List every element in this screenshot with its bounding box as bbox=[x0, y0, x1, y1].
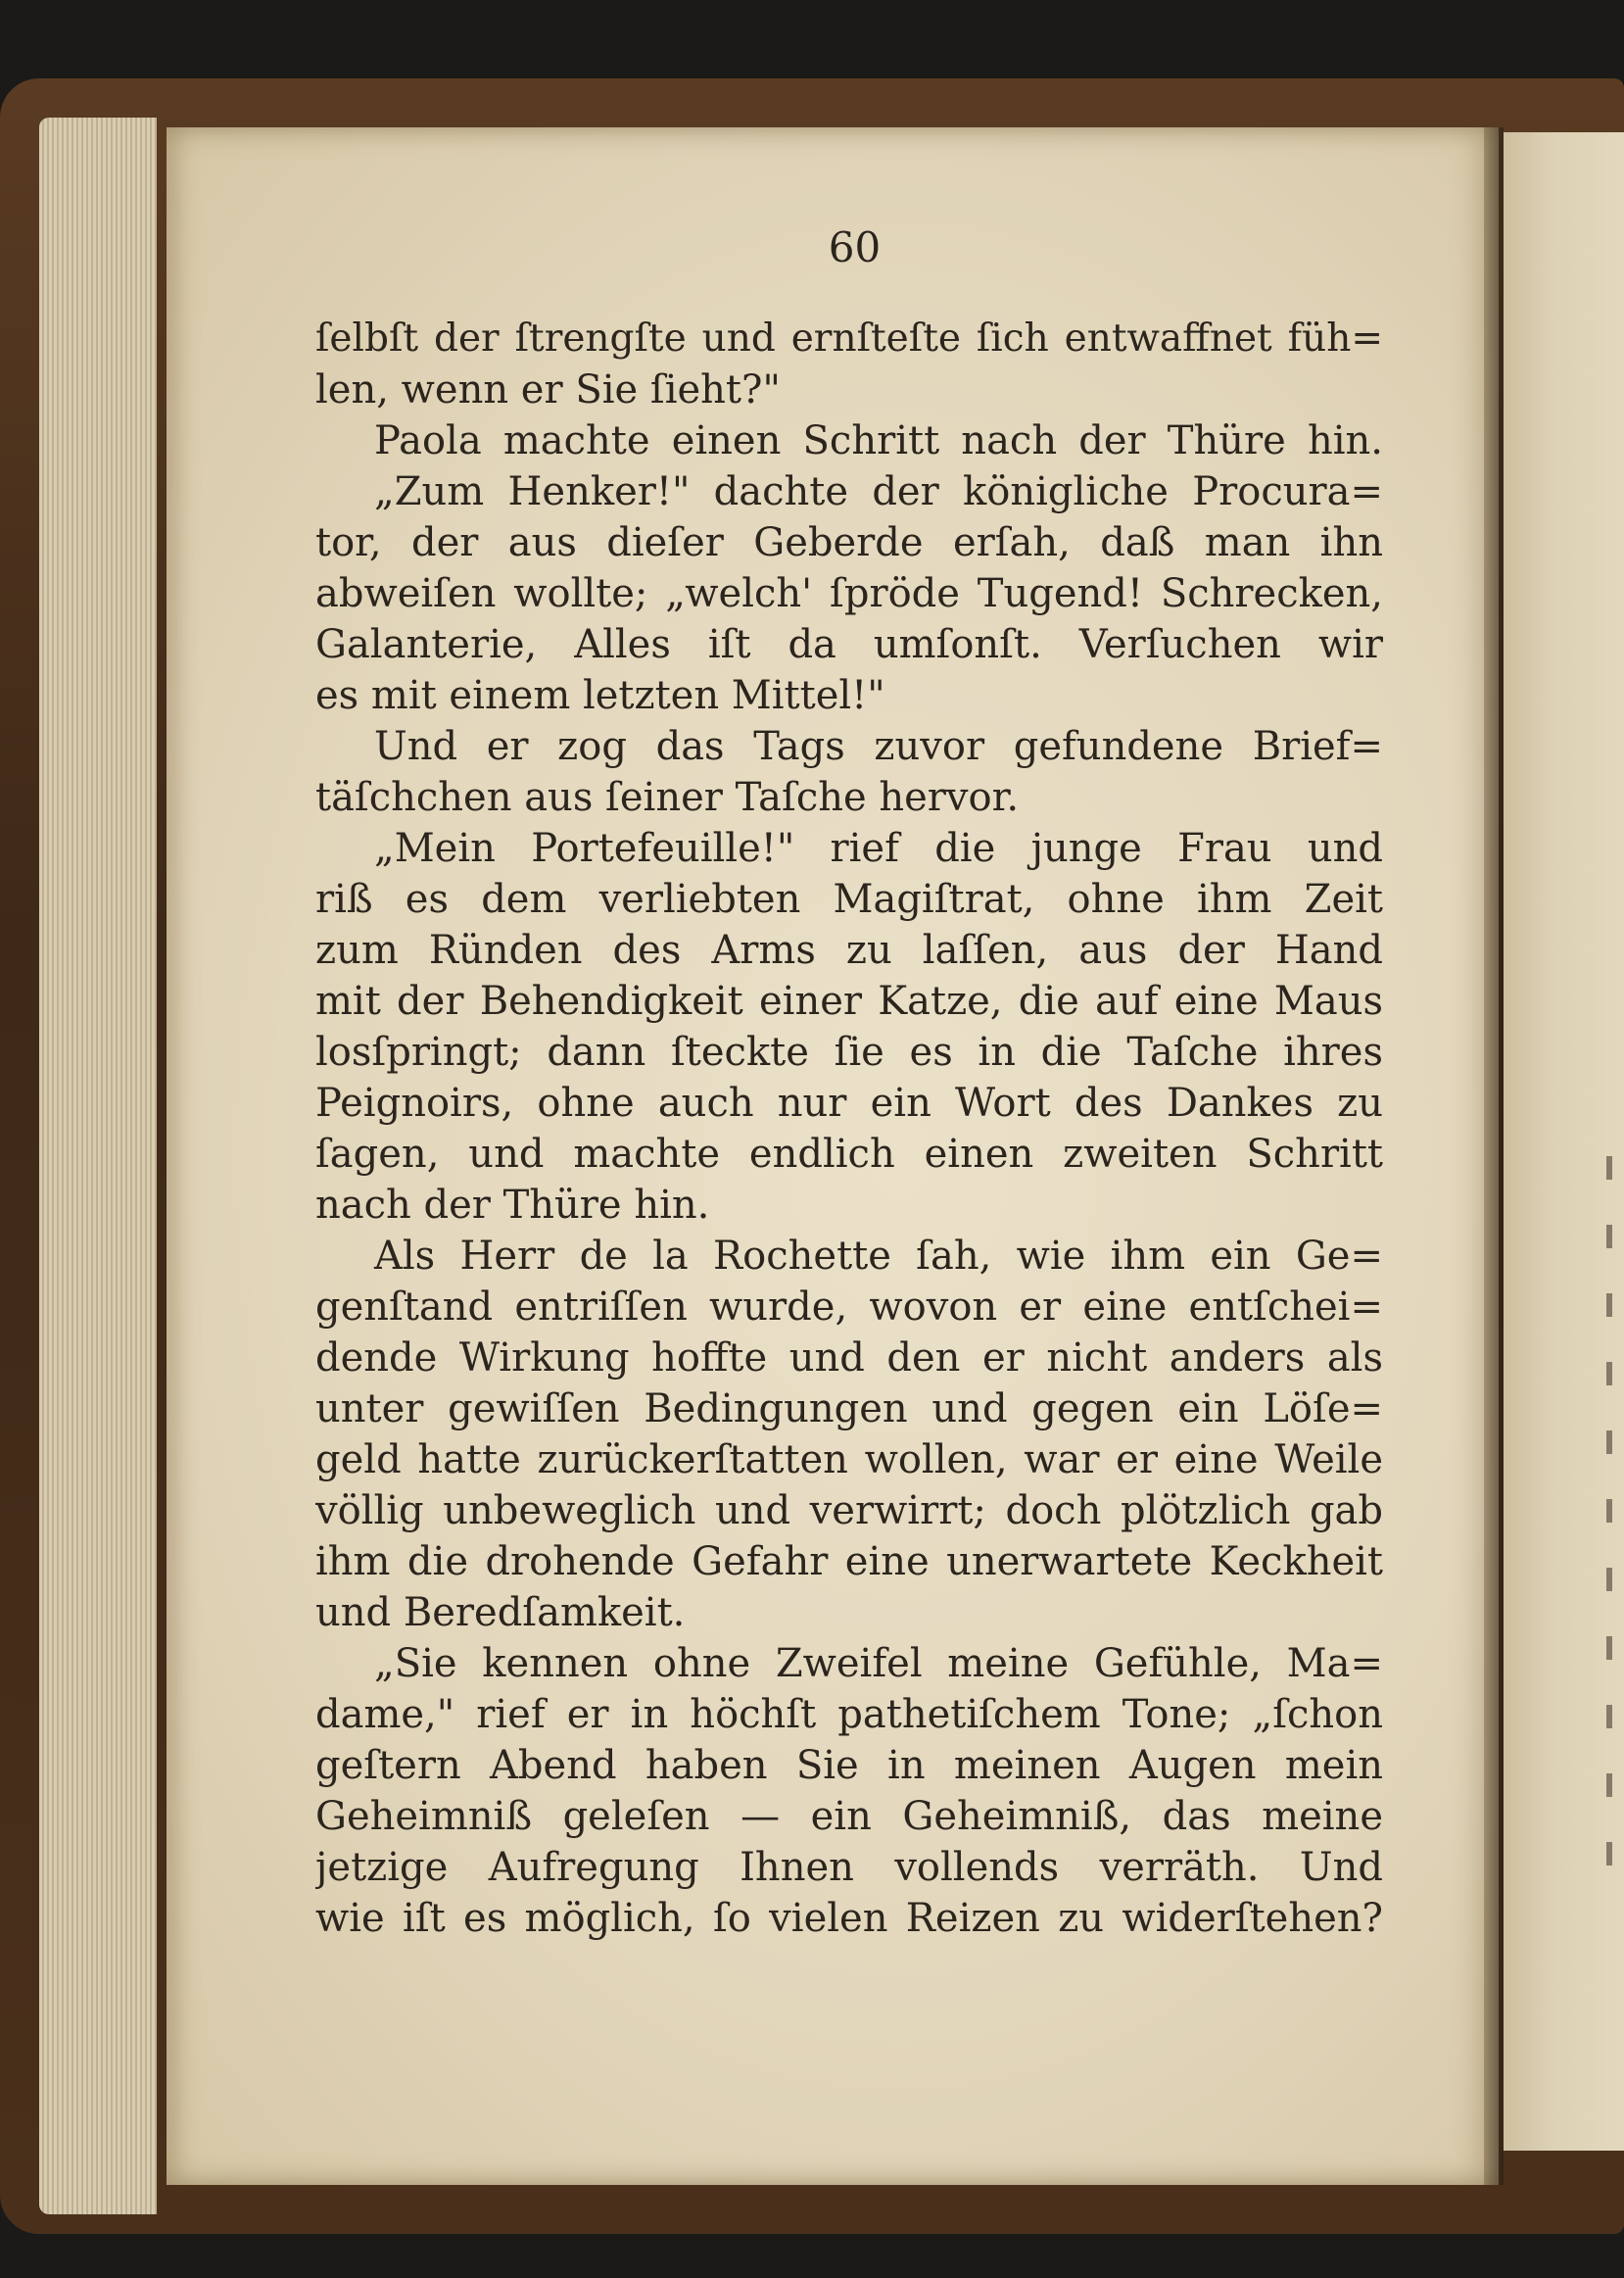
text-line: jetzige Aufregung Ihnen vollends verräth. Und bbox=[315, 1845, 1383, 1890]
text-line: Paola machte einen Schritt nach der Thüre hin. bbox=[374, 418, 1383, 463]
text-line: riß es dem verliebten Magiſtrat, ohne ihm Zeit bbox=[315, 877, 1383, 922]
page-edges-left bbox=[39, 118, 157, 2214]
text-line: geſtern Abend haben Sie in meinen Augen mein bbox=[315, 1743, 1383, 1788]
text-line: genſtand entriſſen wurde, wovon er eine entſchei= bbox=[315, 1284, 1383, 1330]
text-line: ſelbſt der ſtrengſte und ernſteſte ſich entwaffnet füh= bbox=[315, 316, 1383, 361]
text-line: ſagen, und machte endlich einen zweiten Schritt bbox=[315, 1132, 1383, 1177]
text-line: wie iſt es möglich, ſo vielen Reizen zu widerſtehen? bbox=[315, 1896, 1383, 1941]
text-line: ihm die drohende Gefahr eine unerwartete Keckheit bbox=[315, 1539, 1383, 1584]
text-line: „Mein Portefeuille!" rief die junge Frau und bbox=[374, 826, 1383, 871]
text-line: geld hatte zurückerſtatten wollen, war er eine Weile bbox=[315, 1437, 1383, 1482]
text-line: len, wenn er Sie ſieht?" bbox=[315, 367, 781, 412]
book-gutter bbox=[1484, 127, 1504, 2185]
text-line: unter gewiſſen Bedingungen und gegen ein Löſe= bbox=[315, 1386, 1383, 1431]
text-line: losſpringt; dann ſteckte ſie es in die Taſche ihres bbox=[315, 1030, 1383, 1075]
text-line: „Zum Henker!" dachte der königliche Procura= bbox=[374, 469, 1383, 514]
facing-page-text-fragments bbox=[1606, 1156, 1612, 1901]
text-line: und Beredſamkeit. bbox=[315, 1590, 686, 1635]
text-line: „Sie kennen ohne Zweifel meine Gefühle, Ma= bbox=[374, 1641, 1383, 1686]
text-line: Peignoirs, ohne auch nur ein Wort des Dankes zu bbox=[315, 1081, 1383, 1126]
page-text bbox=[315, 314, 1383, 1944]
text-line: Als Herr de la Rochette ſah, wie ihm ein Ge= bbox=[374, 1234, 1383, 1279]
text-line: dende Wirkung hoffte und den er nicht anders als bbox=[315, 1335, 1383, 1381]
text-line: es mit einem letzten Mittel!" bbox=[315, 673, 885, 718]
text-line: täſchchen aus ſeiner Taſche hervor. bbox=[315, 775, 1020, 820]
text-line: Geheimniß geleſen — ein Geheimniß, das meine bbox=[315, 1794, 1383, 1839]
text-line: tor, der aus dieſer Geberde erſah, daß man ihn bbox=[315, 520, 1383, 565]
text-line: nach der Thüre hin. bbox=[315, 1183, 710, 1228]
text-line: mit der Behendigkeit einer Katze, die auf eine Maus bbox=[315, 979, 1383, 1024]
text-line: dame," rief er in höchſt pathetiſchem Tone; „ſchon bbox=[315, 1692, 1383, 1737]
text-line: völlig unbeweglich und verwirrt; doch plötzlich gab bbox=[315, 1488, 1383, 1533]
page-number: 60 bbox=[828, 223, 882, 271]
text-line: abweiſen wollte; „welch' ſpröde Tugend! Schrecken, bbox=[315, 571, 1383, 616]
text-line: Galanterie, Alles iſt da umſonſt. Verſuchen wir bbox=[315, 622, 1383, 667]
text-line: zum Ründen des Arms zu laſſen, aus der Hand bbox=[315, 928, 1383, 973]
text-line: Und er zog das Tags zuvor gefundene Brief= bbox=[374, 724, 1383, 769]
